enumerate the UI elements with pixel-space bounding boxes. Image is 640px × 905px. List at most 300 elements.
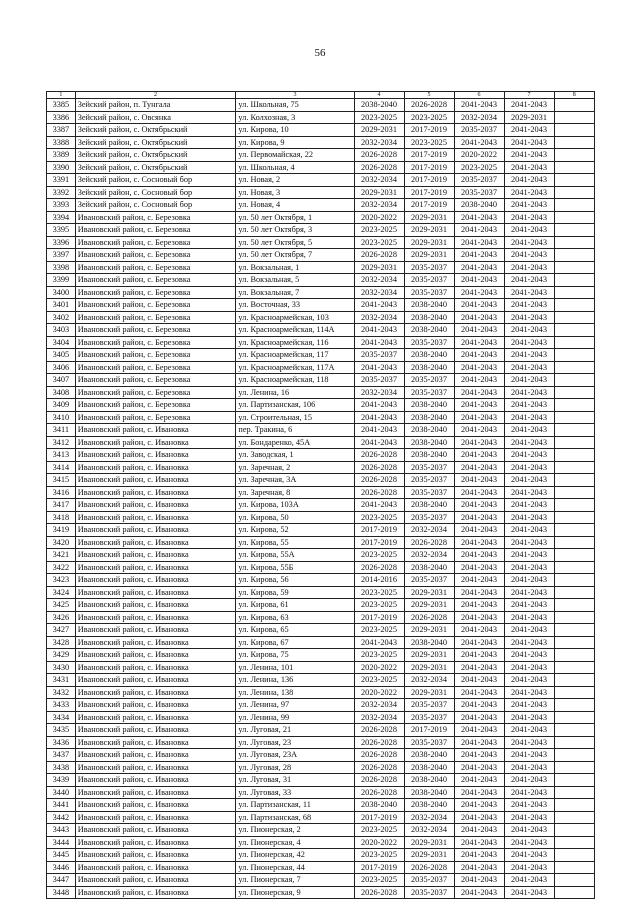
table-row xyxy=(47,574,595,587)
cell-district-locality: Ивановский район, с. Ивановка xyxy=(75,624,236,637)
cell-district-locality: Ивановский район, с. Ивановка xyxy=(75,861,236,874)
cell-district-locality: Ивановский район, с. Ивановка xyxy=(75,774,236,787)
cell-period-col-6: 2041-2043 xyxy=(454,824,504,837)
cell-note-col-8 xyxy=(554,499,595,512)
table-row xyxy=(47,824,595,837)
cell-note-col-8 xyxy=(554,161,595,174)
cell-note-col-8 xyxy=(554,199,595,212)
table-row xyxy=(47,761,595,774)
cell-note-col-8 xyxy=(554,624,595,637)
cell-district-locality: Ивановский район, с. Березовка xyxy=(75,411,236,424)
cell-note-col-8 xyxy=(554,224,595,237)
cell-period-col-4: 2041-2043 xyxy=(354,411,404,424)
table-row xyxy=(47,311,595,324)
cell-district-locality: Ивановский район, с. Ивановка xyxy=(75,636,236,649)
cell-street-address: ул. Кирова, 52 xyxy=(236,524,354,537)
cell-row-number: 3435 xyxy=(47,724,76,737)
cell-period-col-7: 2041-2043 xyxy=(504,336,554,349)
cell-period-col-7: 2041-2043 xyxy=(504,486,554,499)
cell-period-col-5: 2038-2040 xyxy=(404,749,454,762)
table-row xyxy=(47,461,595,474)
cell-period-col-4: 2023-2025 xyxy=(354,624,404,637)
cell-period-col-7: 2041-2043 xyxy=(504,474,554,487)
cell-district-locality: Ивановский район, с. Ивановка xyxy=(75,874,236,887)
cell-period-col-5: 2017-2019 xyxy=(404,174,454,187)
cell-period-col-4: 2041-2043 xyxy=(354,361,404,374)
cell-street-address: ул. Красноармейская, 118 xyxy=(236,374,354,387)
cell-row-number: 3423 xyxy=(47,574,76,587)
cell-period-col-6: 2041-2043 xyxy=(454,586,504,599)
table-row xyxy=(47,649,595,662)
cell-note-col-8 xyxy=(554,536,595,549)
cell-row-number: 3397 xyxy=(47,249,76,262)
cell-period-col-4: 2026-2028 xyxy=(354,724,404,737)
cell-note-col-8 xyxy=(554,136,595,149)
cell-district-locality: Ивановский район, с. Ивановка xyxy=(75,549,236,562)
cell-district-locality: Ивановский район, с. Ивановка xyxy=(75,561,236,574)
cell-street-address: ул. Кирова, 75 xyxy=(236,649,354,662)
cell-period-col-6: 2041-2043 xyxy=(454,799,504,812)
table-row xyxy=(47,524,595,537)
cell-street-address: ул. Пионерская, 7 xyxy=(236,874,354,887)
cell-note-col-8 xyxy=(554,236,595,249)
cell-note-col-8 xyxy=(554,349,595,362)
table-row xyxy=(47,836,595,849)
cell-district-locality: Ивановский район, с. Ивановка xyxy=(75,424,236,437)
cell-period-col-4: 2023-2025 xyxy=(354,874,404,887)
table-row xyxy=(47,499,595,512)
cell-row-number: 3432 xyxy=(47,686,76,699)
cell-period-col-7: 2041-2043 xyxy=(504,499,554,512)
table-row xyxy=(47,599,595,612)
table-row xyxy=(47,636,595,649)
table-row xyxy=(47,736,595,749)
column-header-6: 6 xyxy=(454,92,504,99)
cell-period-col-7: 2041-2043 xyxy=(504,874,554,887)
cell-period-col-4: 2017-2019 xyxy=(354,536,404,549)
cell-period-col-5: 2029-2031 xyxy=(404,836,454,849)
table-row xyxy=(47,249,595,262)
cell-note-col-8 xyxy=(554,111,595,124)
cell-row-number: 3404 xyxy=(47,336,76,349)
cell-period-col-6: 2041-2043 xyxy=(454,724,504,737)
cell-district-locality: Ивановский район, с. Березовка xyxy=(75,249,236,262)
cell-row-number: 3418 xyxy=(47,511,76,524)
cell-district-locality: Ивановский район, с. Ивановка xyxy=(75,686,236,699)
cell-period-col-5: 2035-2037 xyxy=(404,261,454,274)
cell-period-col-6: 2041-2043 xyxy=(454,861,504,874)
table-row xyxy=(47,449,595,462)
cell-row-number: 3401 xyxy=(47,299,76,312)
housing-registry-table xyxy=(46,91,595,899)
cell-period-col-4: 2023-2025 xyxy=(354,549,404,562)
table-row xyxy=(47,411,595,424)
cell-district-locality: Ивановский район, с. Ивановка xyxy=(75,811,236,824)
cell-row-number: 3406 xyxy=(47,361,76,374)
cell-district-locality: Ивановский район, с. Ивановка xyxy=(75,886,236,899)
cell-period-col-4: 2026-2028 xyxy=(354,736,404,749)
table-header xyxy=(47,92,595,99)
table-row xyxy=(47,386,595,399)
cell-street-address: ул. Кирова, 61 xyxy=(236,599,354,612)
cell-period-col-7: 2041-2043 xyxy=(504,424,554,437)
cell-period-col-5: 2035-2037 xyxy=(404,374,454,387)
column-header-1: 1 xyxy=(47,92,76,99)
cell-period-col-4: 2026-2028 xyxy=(354,561,404,574)
cell-note-col-8 xyxy=(554,699,595,712)
cell-row-number: 3414 xyxy=(47,461,76,474)
cell-period-col-5: 2038-2040 xyxy=(404,561,454,574)
cell-period-col-7: 2041-2043 xyxy=(504,811,554,824)
table-row xyxy=(47,749,595,762)
cell-period-col-7: 2041-2043 xyxy=(504,274,554,287)
cell-period-col-5: 2029-2031 xyxy=(404,686,454,699)
cell-note-col-8 xyxy=(554,449,595,462)
cell-period-col-7: 2041-2043 xyxy=(504,849,554,862)
cell-street-address: ул. Кирова, 103А xyxy=(236,499,354,512)
cell-street-address: ул. Ленина, 99 xyxy=(236,711,354,724)
cell-street-address: ул. 50 лет Октября, 3 xyxy=(236,224,354,237)
cell-district-locality: Ивановский район, с. Березовка xyxy=(75,211,236,224)
cell-period-col-5: 2017-2019 xyxy=(404,124,454,137)
cell-row-number: 3426 xyxy=(47,611,76,624)
cell-row-number: 3407 xyxy=(47,374,76,387)
cell-row-number: 3391 xyxy=(47,174,76,187)
cell-district-locality: Ивановский район, с. Березовка xyxy=(75,299,236,312)
cell-note-col-8 xyxy=(554,761,595,774)
cell-period-col-7: 2041-2043 xyxy=(504,149,554,162)
table-row xyxy=(47,549,595,562)
cell-period-col-4: 2032-2034 xyxy=(354,386,404,399)
cell-period-col-7: 2041-2043 xyxy=(504,436,554,449)
cell-note-col-8 xyxy=(554,749,595,762)
cell-row-number: 3385 xyxy=(47,99,76,112)
cell-district-locality: Зейский район, с. Овсянка xyxy=(75,111,236,124)
cell-district-locality: Ивановский район, с. Березовка xyxy=(75,399,236,412)
cell-note-col-8 xyxy=(554,211,595,224)
cell-note-col-8 xyxy=(554,511,595,524)
cell-period-col-5: 2035-2037 xyxy=(404,486,454,499)
cell-period-col-5: 2038-2040 xyxy=(404,774,454,787)
cell-period-col-4: 2023-2025 xyxy=(354,599,404,612)
cell-note-col-8 xyxy=(554,849,595,862)
cell-street-address: ул. Красноармейская, 114А xyxy=(236,324,354,337)
cell-district-locality: Ивановский район, с. Березовка xyxy=(75,236,236,249)
table-row xyxy=(47,174,595,187)
cell-period-col-6: 2041-2043 xyxy=(454,636,504,649)
cell-period-col-6: 2041-2043 xyxy=(454,224,504,237)
cell-note-col-8 xyxy=(554,299,595,312)
cell-street-address: ул. Вокзальная, 7 xyxy=(236,286,354,299)
cell-district-locality: Ивановский район, с. Березовка xyxy=(75,386,236,399)
cell-period-col-6: 2041-2043 xyxy=(454,649,504,662)
cell-period-col-7: 2041-2043 xyxy=(504,224,554,237)
cell-row-number: 3387 xyxy=(47,124,76,137)
cell-street-address: ул. Ленина, 101 xyxy=(236,661,354,674)
cell-period-col-7: 2041-2043 xyxy=(504,574,554,587)
cell-note-col-8 xyxy=(554,374,595,387)
cell-period-col-7: 2041-2043 xyxy=(504,674,554,687)
cell-period-col-5: 2029-2031 xyxy=(404,211,454,224)
cell-period-col-7: 2041-2043 xyxy=(504,399,554,412)
cell-street-address: ул. Кирова, 10 xyxy=(236,124,354,137)
cell-note-col-8 xyxy=(554,311,595,324)
cell-period-col-6: 2041-2043 xyxy=(454,886,504,899)
cell-period-col-6: 2041-2043 xyxy=(454,849,504,862)
cell-period-col-7: 2041-2043 xyxy=(504,99,554,112)
table-row xyxy=(47,536,595,549)
cell-street-address: ул. Школьная, 4 xyxy=(236,161,354,174)
cell-period-col-6: 2041-2043 xyxy=(454,386,504,399)
cell-period-col-4: 2041-2043 xyxy=(354,436,404,449)
table-row xyxy=(47,724,595,737)
cell-street-address: ул. Луговая, 21 xyxy=(236,724,354,737)
cell-period-col-5: 2035-2037 xyxy=(404,336,454,349)
cell-period-col-6: 2041-2043 xyxy=(454,524,504,537)
cell-row-number: 3431 xyxy=(47,674,76,687)
cell-district-locality: Ивановский район, с. Ивановка xyxy=(75,799,236,812)
cell-period-col-4: 2020-2022 xyxy=(354,686,404,699)
cell-street-address: ул. Кирова, 55Б xyxy=(236,561,354,574)
cell-row-number: 3403 xyxy=(47,324,76,337)
cell-street-address: ул. Пионерская, 42 xyxy=(236,849,354,862)
cell-period-col-6: 2041-2043 xyxy=(454,236,504,249)
cell-period-col-7: 2041-2043 xyxy=(504,624,554,637)
cell-district-locality: Зейский район, с. Октябрьский xyxy=(75,161,236,174)
cell-period-col-7: 2041-2043 xyxy=(504,449,554,462)
cell-period-col-4: 2032-2034 xyxy=(354,274,404,287)
cell-row-number: 3409 xyxy=(47,399,76,412)
cell-period-col-5: 2029-2031 xyxy=(404,649,454,662)
table-row xyxy=(47,874,595,887)
cell-street-address: ул. Восточная, 33 xyxy=(236,299,354,312)
cell-period-col-4: 2038-2040 xyxy=(354,799,404,812)
cell-period-col-4: 2032-2034 xyxy=(354,199,404,212)
cell-row-number: 3399 xyxy=(47,274,76,287)
cell-row-number: 3443 xyxy=(47,824,76,837)
table-row xyxy=(47,299,595,312)
cell-district-locality: Зейский район, п. Тунгала xyxy=(75,99,236,112)
cell-period-col-7: 2041-2043 xyxy=(504,586,554,599)
cell-street-address: ул. Заречная, 8 xyxy=(236,486,354,499)
cell-period-col-7: 2041-2043 xyxy=(504,524,554,537)
cell-period-col-6: 2041-2043 xyxy=(454,811,504,824)
cell-period-col-4: 2032-2034 xyxy=(354,699,404,712)
cell-period-col-6: 2041-2043 xyxy=(454,836,504,849)
cell-street-address: ул. Луговая, 28 xyxy=(236,761,354,774)
page-number: 56 xyxy=(314,47,326,59)
cell-period-col-4: 2026-2028 xyxy=(354,749,404,762)
table-row xyxy=(47,436,595,449)
cell-district-locality: Ивановский район, с. Березовка xyxy=(75,361,236,374)
cell-period-col-6: 2032-2034 xyxy=(454,111,504,124)
cell-street-address: ул. Пионерская, 9 xyxy=(236,886,354,899)
cell-row-number: 3447 xyxy=(47,874,76,887)
cell-row-number: 3422 xyxy=(47,561,76,574)
cell-period-col-4: 2023-2025 xyxy=(354,849,404,862)
cell-note-col-8 xyxy=(554,861,595,874)
cell-period-col-7: 2041-2043 xyxy=(504,661,554,674)
cell-street-address: ул. Кирова, 65 xyxy=(236,624,354,637)
cell-period-col-5: 2035-2037 xyxy=(404,886,454,899)
cell-period-col-7: 2041-2043 xyxy=(504,386,554,399)
cell-period-col-4: 2023-2025 xyxy=(354,649,404,662)
cell-street-address: ул. Новая, 4 xyxy=(236,199,354,212)
cell-period-col-7: 2041-2043 xyxy=(504,886,554,899)
cell-period-col-5: 2017-2019 xyxy=(404,186,454,199)
cell-row-number: 3393 xyxy=(47,199,76,212)
cell-note-col-8 xyxy=(554,424,595,437)
cell-period-col-5: 2026-2028 xyxy=(404,861,454,874)
cell-district-locality: Ивановский район, с. Березовка xyxy=(75,349,236,362)
cell-period-col-5: 2029-2031 xyxy=(404,599,454,612)
cell-street-address: ул. Луговая, 33 xyxy=(236,786,354,799)
cell-period-col-5: 2038-2040 xyxy=(404,411,454,424)
cell-district-locality: Ивановский район, с. Березовка xyxy=(75,336,236,349)
cell-period-col-6: 2041-2043 xyxy=(454,761,504,774)
table-row xyxy=(47,361,595,374)
cell-street-address: ул. Кирова, 55А xyxy=(236,549,354,562)
cell-period-col-7: 2041-2043 xyxy=(504,136,554,149)
table-row xyxy=(47,424,595,437)
cell-period-col-5: 2035-2037 xyxy=(404,386,454,399)
table-row xyxy=(47,711,595,724)
cell-period-col-7: 2041-2043 xyxy=(504,299,554,312)
cell-street-address: ул. Партизанская, 106 xyxy=(236,399,354,412)
cell-note-col-8 xyxy=(554,474,595,487)
cell-row-number: 3448 xyxy=(47,886,76,899)
table-row xyxy=(47,136,595,149)
cell-period-col-7: 2041-2043 xyxy=(504,211,554,224)
cell-district-locality: Ивановский район, с. Ивановка xyxy=(75,436,236,449)
cell-street-address: ул. Ленина, 136 xyxy=(236,674,354,687)
cell-row-number: 3412 xyxy=(47,436,76,449)
cell-street-address: ул. Кирова, 50 xyxy=(236,511,354,524)
cell-period-col-6: 2041-2043 xyxy=(454,486,504,499)
table-row xyxy=(47,586,595,599)
table-row xyxy=(47,561,595,574)
cell-period-col-5: 2038-2040 xyxy=(404,424,454,437)
cell-period-col-4: 2029-2031 xyxy=(354,186,404,199)
cell-note-col-8 xyxy=(554,361,595,374)
cell-street-address: ул. Красноармейская, 117 xyxy=(236,349,354,362)
cell-period-col-5: 2032-2034 xyxy=(404,674,454,687)
cell-period-col-7: 2041-2043 xyxy=(504,736,554,749)
cell-period-col-6: 2041-2043 xyxy=(454,449,504,462)
cell-period-col-5: 2035-2037 xyxy=(404,574,454,587)
cell-period-col-6: 2041-2043 xyxy=(454,786,504,799)
cell-row-number: 3439 xyxy=(47,774,76,787)
cell-period-col-6: 2041-2043 xyxy=(454,511,504,524)
cell-period-col-5: 2038-2040 xyxy=(404,436,454,449)
cell-row-number: 3445 xyxy=(47,849,76,862)
cell-row-number: 3434 xyxy=(47,711,76,724)
cell-period-col-4: 2020-2022 xyxy=(354,211,404,224)
cell-street-address: ул. Партизанская, 68 xyxy=(236,811,354,824)
cell-period-col-6: 2041-2043 xyxy=(454,286,504,299)
cell-note-col-8 xyxy=(554,836,595,849)
cell-street-address: ул. Новая, 2 xyxy=(236,174,354,187)
cell-period-col-5: 2017-2019 xyxy=(404,149,454,162)
cell-note-col-8 xyxy=(554,824,595,837)
cell-period-col-4: 2041-2043 xyxy=(354,424,404,437)
cell-district-locality: Ивановский район, с. Ивановка xyxy=(75,674,236,687)
cell-note-col-8 xyxy=(554,274,595,287)
cell-period-col-7: 2029-2031 xyxy=(504,111,554,124)
cell-period-col-6: 2041-2043 xyxy=(454,99,504,112)
cell-note-col-8 xyxy=(554,261,595,274)
cell-street-address: ул. Кирова, 67 xyxy=(236,636,354,649)
cell-period-col-7: 2041-2043 xyxy=(504,549,554,562)
cell-period-col-5: 2035-2037 xyxy=(404,274,454,287)
cell-period-col-7: 2041-2043 xyxy=(504,799,554,812)
cell-period-col-4: 2026-2028 xyxy=(354,886,404,899)
cell-period-col-5: 2032-2034 xyxy=(404,824,454,837)
cell-period-col-4: 2017-2019 xyxy=(354,611,404,624)
cell-period-col-4: 2023-2025 xyxy=(354,511,404,524)
table-row xyxy=(47,786,595,799)
cell-period-col-5: 2038-2040 xyxy=(404,324,454,337)
cell-period-col-5: 2035-2037 xyxy=(404,699,454,712)
cell-note-col-8 xyxy=(554,811,595,824)
cell-period-col-6: 2020-2022 xyxy=(454,149,504,162)
cell-note-col-8 xyxy=(554,574,595,587)
cell-period-col-5: 2029-2031 xyxy=(404,624,454,637)
cell-street-address: ул. Кирова, 63 xyxy=(236,611,354,624)
cell-period-col-5: 2023-2025 xyxy=(404,111,454,124)
column-header-7: 7 xyxy=(504,92,554,99)
cell-period-col-4: 2020-2022 xyxy=(354,836,404,849)
cell-period-col-5: 2023-2025 xyxy=(404,136,454,149)
cell-period-col-7: 2041-2043 xyxy=(504,699,554,712)
table-row xyxy=(47,611,595,624)
cell-period-col-6: 2041-2043 xyxy=(454,136,504,149)
cell-street-address: ул. Бондаренко, 45А xyxy=(236,436,354,449)
cell-period-col-6: 2041-2043 xyxy=(454,474,504,487)
cell-period-col-5: 2035-2037 xyxy=(404,736,454,749)
cell-period-col-5: 2032-2034 xyxy=(404,811,454,824)
cell-period-col-4: 2038-2040 xyxy=(354,99,404,112)
cell-street-address: ул. Луговая, 23 xyxy=(236,736,354,749)
cell-district-locality: Ивановский район, с. Ивановка xyxy=(75,536,236,549)
cell-period-col-4: 2023-2025 xyxy=(354,824,404,837)
table-row xyxy=(47,349,595,362)
cell-street-address: ул. 50 лет Октября, 5 xyxy=(236,236,354,249)
cell-period-col-6: 2041-2043 xyxy=(454,874,504,887)
cell-period-col-7: 2041-2043 xyxy=(504,711,554,724)
cell-row-number: 3419 xyxy=(47,524,76,537)
cell-district-locality: Ивановский район, с. Ивановка xyxy=(75,611,236,624)
cell-district-locality: Ивановский район, с. Березовка xyxy=(75,374,236,387)
cell-period-col-5: 2038-2040 xyxy=(404,299,454,312)
cell-period-col-6: 2035-2037 xyxy=(454,124,504,137)
cell-district-locality: Ивановский район, с. Ивановка xyxy=(75,649,236,662)
cell-note-col-8 xyxy=(554,249,595,262)
table-row xyxy=(47,211,595,224)
cell-row-number: 3410 xyxy=(47,411,76,424)
cell-period-col-6: 2041-2043 xyxy=(454,274,504,287)
cell-period-col-5: 2035-2037 xyxy=(404,286,454,299)
cell-row-number: 3392 xyxy=(47,186,76,199)
cell-row-number: 3427 xyxy=(47,624,76,637)
cell-row-number: 3437 xyxy=(47,749,76,762)
cell-note-col-8 xyxy=(554,736,595,749)
cell-period-col-7: 2041-2043 xyxy=(504,461,554,474)
cell-note-col-8 xyxy=(554,99,595,112)
cell-street-address: ул. Луговая, 23А xyxy=(236,749,354,762)
cell-street-address: ул. Вокзальная, 5 xyxy=(236,274,354,287)
table-row xyxy=(47,274,595,287)
